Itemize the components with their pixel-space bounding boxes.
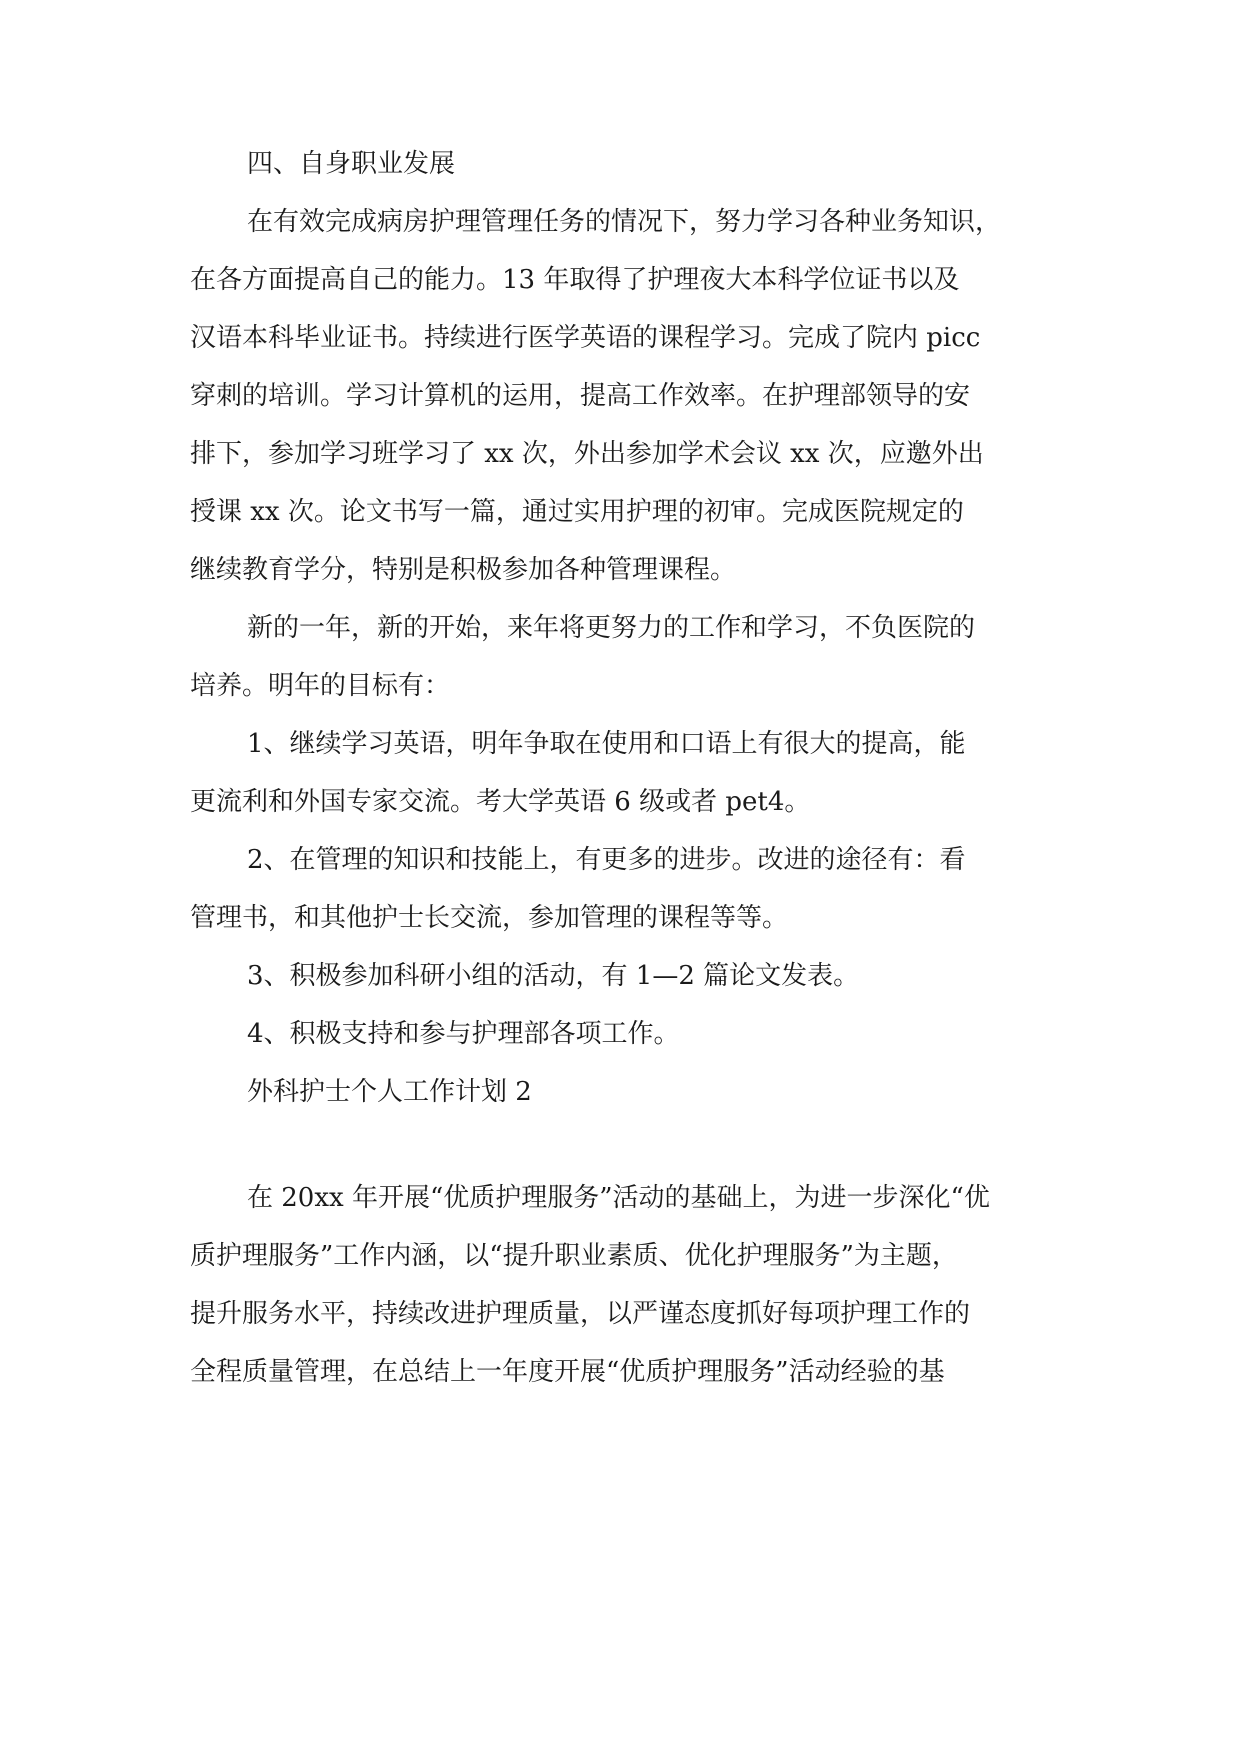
section-heading: 四、自身职业发展 — [247, 149, 456, 179]
paragraph-line: 授课 xx 次。论文书写一篇，通过实用护理的初审。完成医院规定的 — [190, 497, 964, 527]
list-item-line: 2、在管理的知识和技能上，有更多的进步。改进的途径有：看 — [247, 845, 966, 875]
paragraph-line: 在 20xx 年开展“优质护理服务”活动的基础上，为进一步深化“优 — [247, 1183, 990, 1213]
list-item-line: 1、继续学习英语，明年争取在使用和口语上有很大的提高，能 — [247, 729, 966, 759]
paragraph-line: 穿刺的培训。学习计算机的运用，提高工作效率。在护理部领导的安 — [190, 381, 971, 411]
paragraph-line: 继续教育学分，特别是积极参加各种管理课程。 — [190, 555, 737, 585]
list-item-line: 更流利和外国专家交流。考大学英语 6 级或者 pet4。 — [190, 787, 811, 817]
paragraph-line: 提升服务水平，持续改进护理质量，以严谨态度抓好每项护理工作的 — [190, 1299, 971, 1329]
paragraph-line: 全程质量管理，在总结上一年度开展“优质护理服务”活动经验的基 — [190, 1357, 945, 1387]
paragraph-line: 培养。明年的目标有： — [190, 671, 451, 701]
paragraph-line: 在各方面提高自己的能力。13 年取得了护理夜大本科学位证书以及 — [190, 265, 960, 295]
list-item-line: 3、积极参加科研小组的活动，有 1—2 篇论文发表。 — [247, 961, 860, 991]
list-item-line: 管理书，和其他护士长交流，参加管理的课程等等。 — [190, 903, 789, 933]
list-item-line: 4、积极支持和参与护理部各项工作。 — [247, 1019, 680, 1049]
paragraph-line: 新的一年，新的开始，来年将更努力的工作和学习，不负医院的 — [247, 613, 976, 643]
paragraph-line: 汉语本科毕业证书。持续进行医学英语的课程学习。完成了院内 picc — [190, 323, 981, 353]
paragraph-line: 质护理服务”工作内涵，以“提升职业素质、优化护理服务”为主题， — [190, 1241, 958, 1271]
section-title: 外科护士个人工作计划 2 — [247, 1077, 532, 1107]
paragraph-line: 排下，参加学习班学习了 xx 次，外出参加学术会议 xx 次，应邀外出 — [190, 439, 984, 469]
paragraph-line: 在有效完成病房护理管理任务的情况下，努力学习各种业务知识， — [247, 207, 1002, 237]
